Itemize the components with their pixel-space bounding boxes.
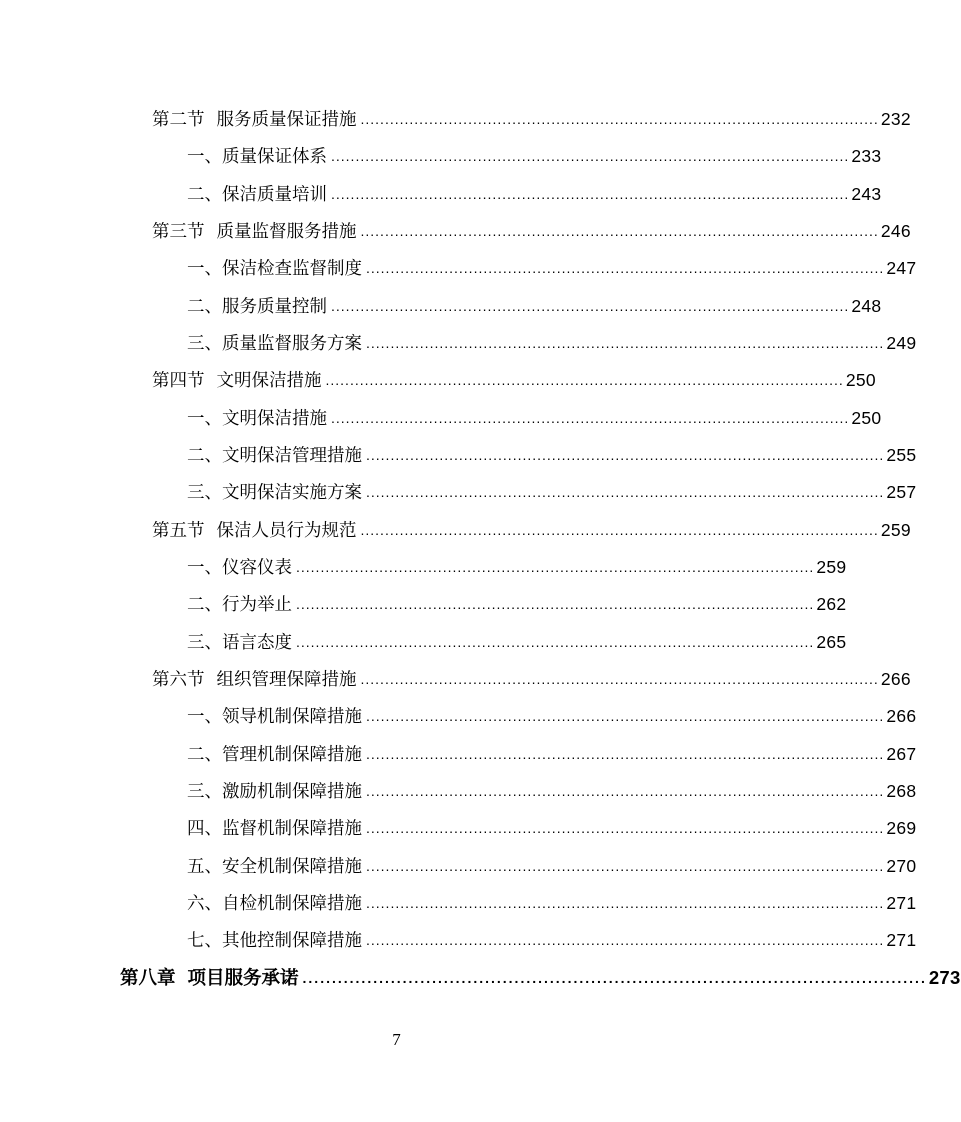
toc-entry-label (187, 926, 362, 954)
toc-entry-title: 文明保洁管理措施 (222, 445, 362, 465)
toc-entry-page: 266 (880, 669, 911, 689)
toc-entry-item[interactable] (187, 478, 917, 506)
page-number: 7 (392, 1030, 401, 1049)
toc-leader-dots: .......................................................................................................... (296, 559, 815, 575)
toc-entry-number: 六、 (187, 893, 222, 913)
toc-leader-dots: .......................................................................................................... (296, 596, 815, 612)
toc-entry-number: 七、 (187, 930, 222, 950)
toc-entry-title: 其他控制保障措施 (222, 930, 362, 950)
toc-entry-item[interactable] (187, 852, 917, 880)
toc-entry-label (187, 777, 362, 805)
toc-entry-item[interactable] (187, 740, 917, 768)
toc-entry-title: 项目服务承诺 (187, 967, 299, 988)
toc-entry-section[interactable] (152, 105, 911, 133)
toc-entry-number: 第三节 (152, 221, 205, 241)
toc-leader-dots: .......................................................................................................... (366, 932, 885, 948)
toc-entry-page: 262 (816, 594, 847, 614)
toc-entry-title: 安全机制保障措施 (222, 856, 362, 876)
toc-entry-label (187, 441, 362, 469)
toc-leader-dots: .......................................................................................................... (360, 671, 879, 687)
toc-entry-page: 249 (886, 333, 917, 353)
toc-entry-number: 一、 (187, 706, 222, 726)
toc-entry-label (187, 814, 362, 842)
toc-entry-page: 257 (886, 482, 917, 502)
toc-entry-number: 一、 (187, 258, 222, 278)
toc-entry-page: 247 (886, 258, 917, 278)
toc-entry-label (152, 516, 357, 544)
toc-leader-dots: .......................................................................................................... (366, 335, 885, 351)
toc-entry-section[interactable] (152, 516, 911, 544)
toc-entry-page: 268 (886, 781, 917, 801)
toc-entry-item[interactable] (187, 814, 917, 842)
toc-entry-title: 文明保洁措施 (222, 408, 327, 428)
toc-entry-number: 第二节 (152, 109, 205, 129)
toc-leader-dots: .......................................................................................................... (360, 522, 879, 538)
toc-entry-title: 监督机制保障措施 (222, 818, 362, 838)
toc-entry-number: 一、 (187, 146, 222, 166)
toc-entry-label (187, 254, 362, 282)
toc-entry-label (187, 329, 362, 357)
toc-entry-number: 三、 (187, 781, 222, 801)
toc-entry-label (152, 665, 357, 693)
toc-leader-dots: .......................................................................................................... (366, 783, 885, 799)
toc-entry-number: 四、 (187, 818, 222, 838)
toc-entry-title: 文明保洁实施方案 (222, 482, 362, 502)
toc-entry-title: 管理机制保障措施 (222, 744, 362, 764)
toc-entry-label (187, 404, 327, 432)
toc-entry-item[interactable] (187, 254, 917, 282)
toc-entry-item[interactable] (187, 292, 882, 320)
toc-leader-dots: .......................................................................................................... (366, 447, 885, 463)
toc-entry-title: 保洁人员行为规范 (216, 520, 357, 540)
toc-entry-label (187, 590, 292, 618)
toc-entry-title: 激励机制保障措施 (222, 781, 362, 801)
toc-entry-page: 259 (816, 557, 847, 577)
toc-entry-number: 五、 (187, 856, 222, 876)
toc-entry-title: 文明保洁措施 (216, 370, 322, 390)
toc-entry-page: 250 (851, 408, 882, 428)
toc-entry-number: 三、 (187, 482, 222, 502)
toc-leader-dots: .......................................................................................................... (302, 970, 927, 986)
toc-entry-section[interactable] (152, 217, 911, 245)
toc-leader-dots: .......................................................................................................... (331, 148, 850, 164)
toc-entry-page: 265 (816, 632, 847, 652)
toc-leader-dots: .......................................................................................................... (366, 895, 885, 911)
toc-entry-number: 二、 (187, 184, 222, 204)
toc-entry-section[interactable] (152, 366, 876, 394)
toc-entry-number: 三、 (187, 632, 222, 652)
toc-entry-number: 一、 (187, 408, 222, 428)
toc-entry-item[interactable] (187, 329, 917, 357)
toc-entry-page: 273 (928, 967, 961, 988)
toc-entry-item[interactable] (187, 441, 917, 469)
toc-entry-label (187, 889, 362, 917)
toc-entry-label (187, 628, 292, 656)
toc-entry-label (152, 366, 322, 394)
toc-leader-dots: .......................................................................................................... (325, 372, 844, 388)
toc-entry-page: 271 (886, 930, 917, 950)
toc-entry-number: 第八章 (120, 967, 176, 988)
toc-entry-page: 250 (845, 370, 876, 390)
toc-entry-item[interactable] (187, 404, 882, 432)
toc-entry-label (187, 553, 292, 581)
toc-leader-dots: .......................................................................................................... (331, 410, 850, 426)
toc-entry-page: 267 (886, 744, 917, 764)
toc-entry-label (187, 292, 327, 320)
toc-entry-page: 255 (886, 445, 917, 465)
toc-entry-title: 质量监督服务措施 (216, 221, 357, 241)
toc-entry-title: 行为举止 (222, 594, 292, 614)
toc-entry-title: 保洁检查监督制度 (222, 258, 362, 278)
toc-entry-label (187, 852, 362, 880)
toc-leader-dots: .......................................................................................................... (360, 223, 879, 239)
toc-entry-label (187, 702, 362, 730)
toc-entry-section[interactable] (152, 665, 911, 693)
toc-entry-item[interactable] (187, 553, 847, 581)
toc-entry-number: 二、 (187, 594, 222, 614)
toc-entry-title: 组织管理保障措施 (216, 669, 357, 689)
toc-entry-number: 二、 (187, 296, 222, 316)
toc-entry-label (187, 180, 327, 208)
toc-leader-dots: .......................................................................................................... (366, 820, 885, 836)
toc-leader-dots: .......................................................................................................... (331, 298, 850, 314)
toc-leader-dots: .......................................................................................................... (366, 858, 885, 874)
toc-entry-label (187, 478, 362, 506)
toc-entry-item[interactable] (187, 628, 847, 656)
toc-entry-title: 语言态度 (222, 632, 292, 652)
toc-entry-page: 269 (886, 818, 917, 838)
toc-entry-label (152, 105, 357, 133)
toc-entry-number: 二、 (187, 744, 222, 764)
toc-entry-title: 服务质量保证措施 (216, 109, 357, 129)
toc-entry-chapter[interactable] (120, 964, 961, 992)
toc-entry-title: 质量监督服务方案 (222, 333, 362, 353)
toc-entry-item[interactable] (187, 889, 917, 917)
toc-entry-page: 232 (880, 109, 911, 129)
toc-entry-page: 246 (880, 221, 911, 241)
toc-entry-title: 仪容仪表 (222, 557, 292, 577)
toc-entry-number: 一、 (187, 557, 222, 577)
toc-entry-number: 第五节 (152, 520, 205, 540)
toc-entry-title: 自检机制保障措施 (222, 893, 362, 913)
toc-entry-page: 259 (880, 520, 911, 540)
toc-entry-page: 271 (886, 893, 917, 913)
toc-entry-number: 二、 (187, 445, 222, 465)
toc-leader-dots: .......................................................................................................... (331, 186, 850, 202)
toc-entry-item[interactable] (187, 926, 917, 954)
toc-entry-page: 266 (886, 706, 917, 726)
toc-leader-dots: .......................................................................................................... (360, 111, 879, 127)
toc-entry-number: 第四节 (152, 370, 205, 390)
toc-entry-label (187, 142, 327, 170)
toc-entry-page: 233 (851, 146, 882, 166)
toc-entry-item[interactable] (187, 702, 917, 730)
toc-entry-page: 270 (886, 856, 917, 876)
toc-leader-dots: .......................................................................................................... (296, 634, 815, 650)
toc-entry-item[interactable] (187, 180, 882, 208)
toc-entry-page: 248 (851, 296, 882, 316)
toc-entry-item[interactable] (187, 590, 847, 618)
toc-entry-number: 第六节 (152, 669, 205, 689)
toc-entry-item[interactable] (187, 142, 882, 170)
toc-leader-dots: .......................................................................................................... (366, 708, 885, 724)
toc-entry-label (187, 740, 362, 768)
toc-entry-label (120, 964, 299, 992)
toc-entry-title: 质量保证体系 (222, 146, 327, 166)
toc-entry-item[interactable] (187, 777, 917, 805)
toc-entry-title: 服务质量控制 (222, 296, 327, 316)
toc-entry-label (152, 217, 357, 245)
toc-leader-dots: .......................................................................................................... (366, 260, 885, 276)
toc-entry-page: 243 (851, 184, 882, 204)
toc-entry-number: 三、 (187, 333, 222, 353)
toc-entry-title: 保洁质量培训 (222, 184, 327, 204)
toc-leader-dots: .......................................................................................................... (366, 484, 885, 500)
toc-entry-title: 领导机制保障措施 (222, 706, 362, 726)
toc-leader-dots: .......................................................................................................... (366, 746, 885, 762)
